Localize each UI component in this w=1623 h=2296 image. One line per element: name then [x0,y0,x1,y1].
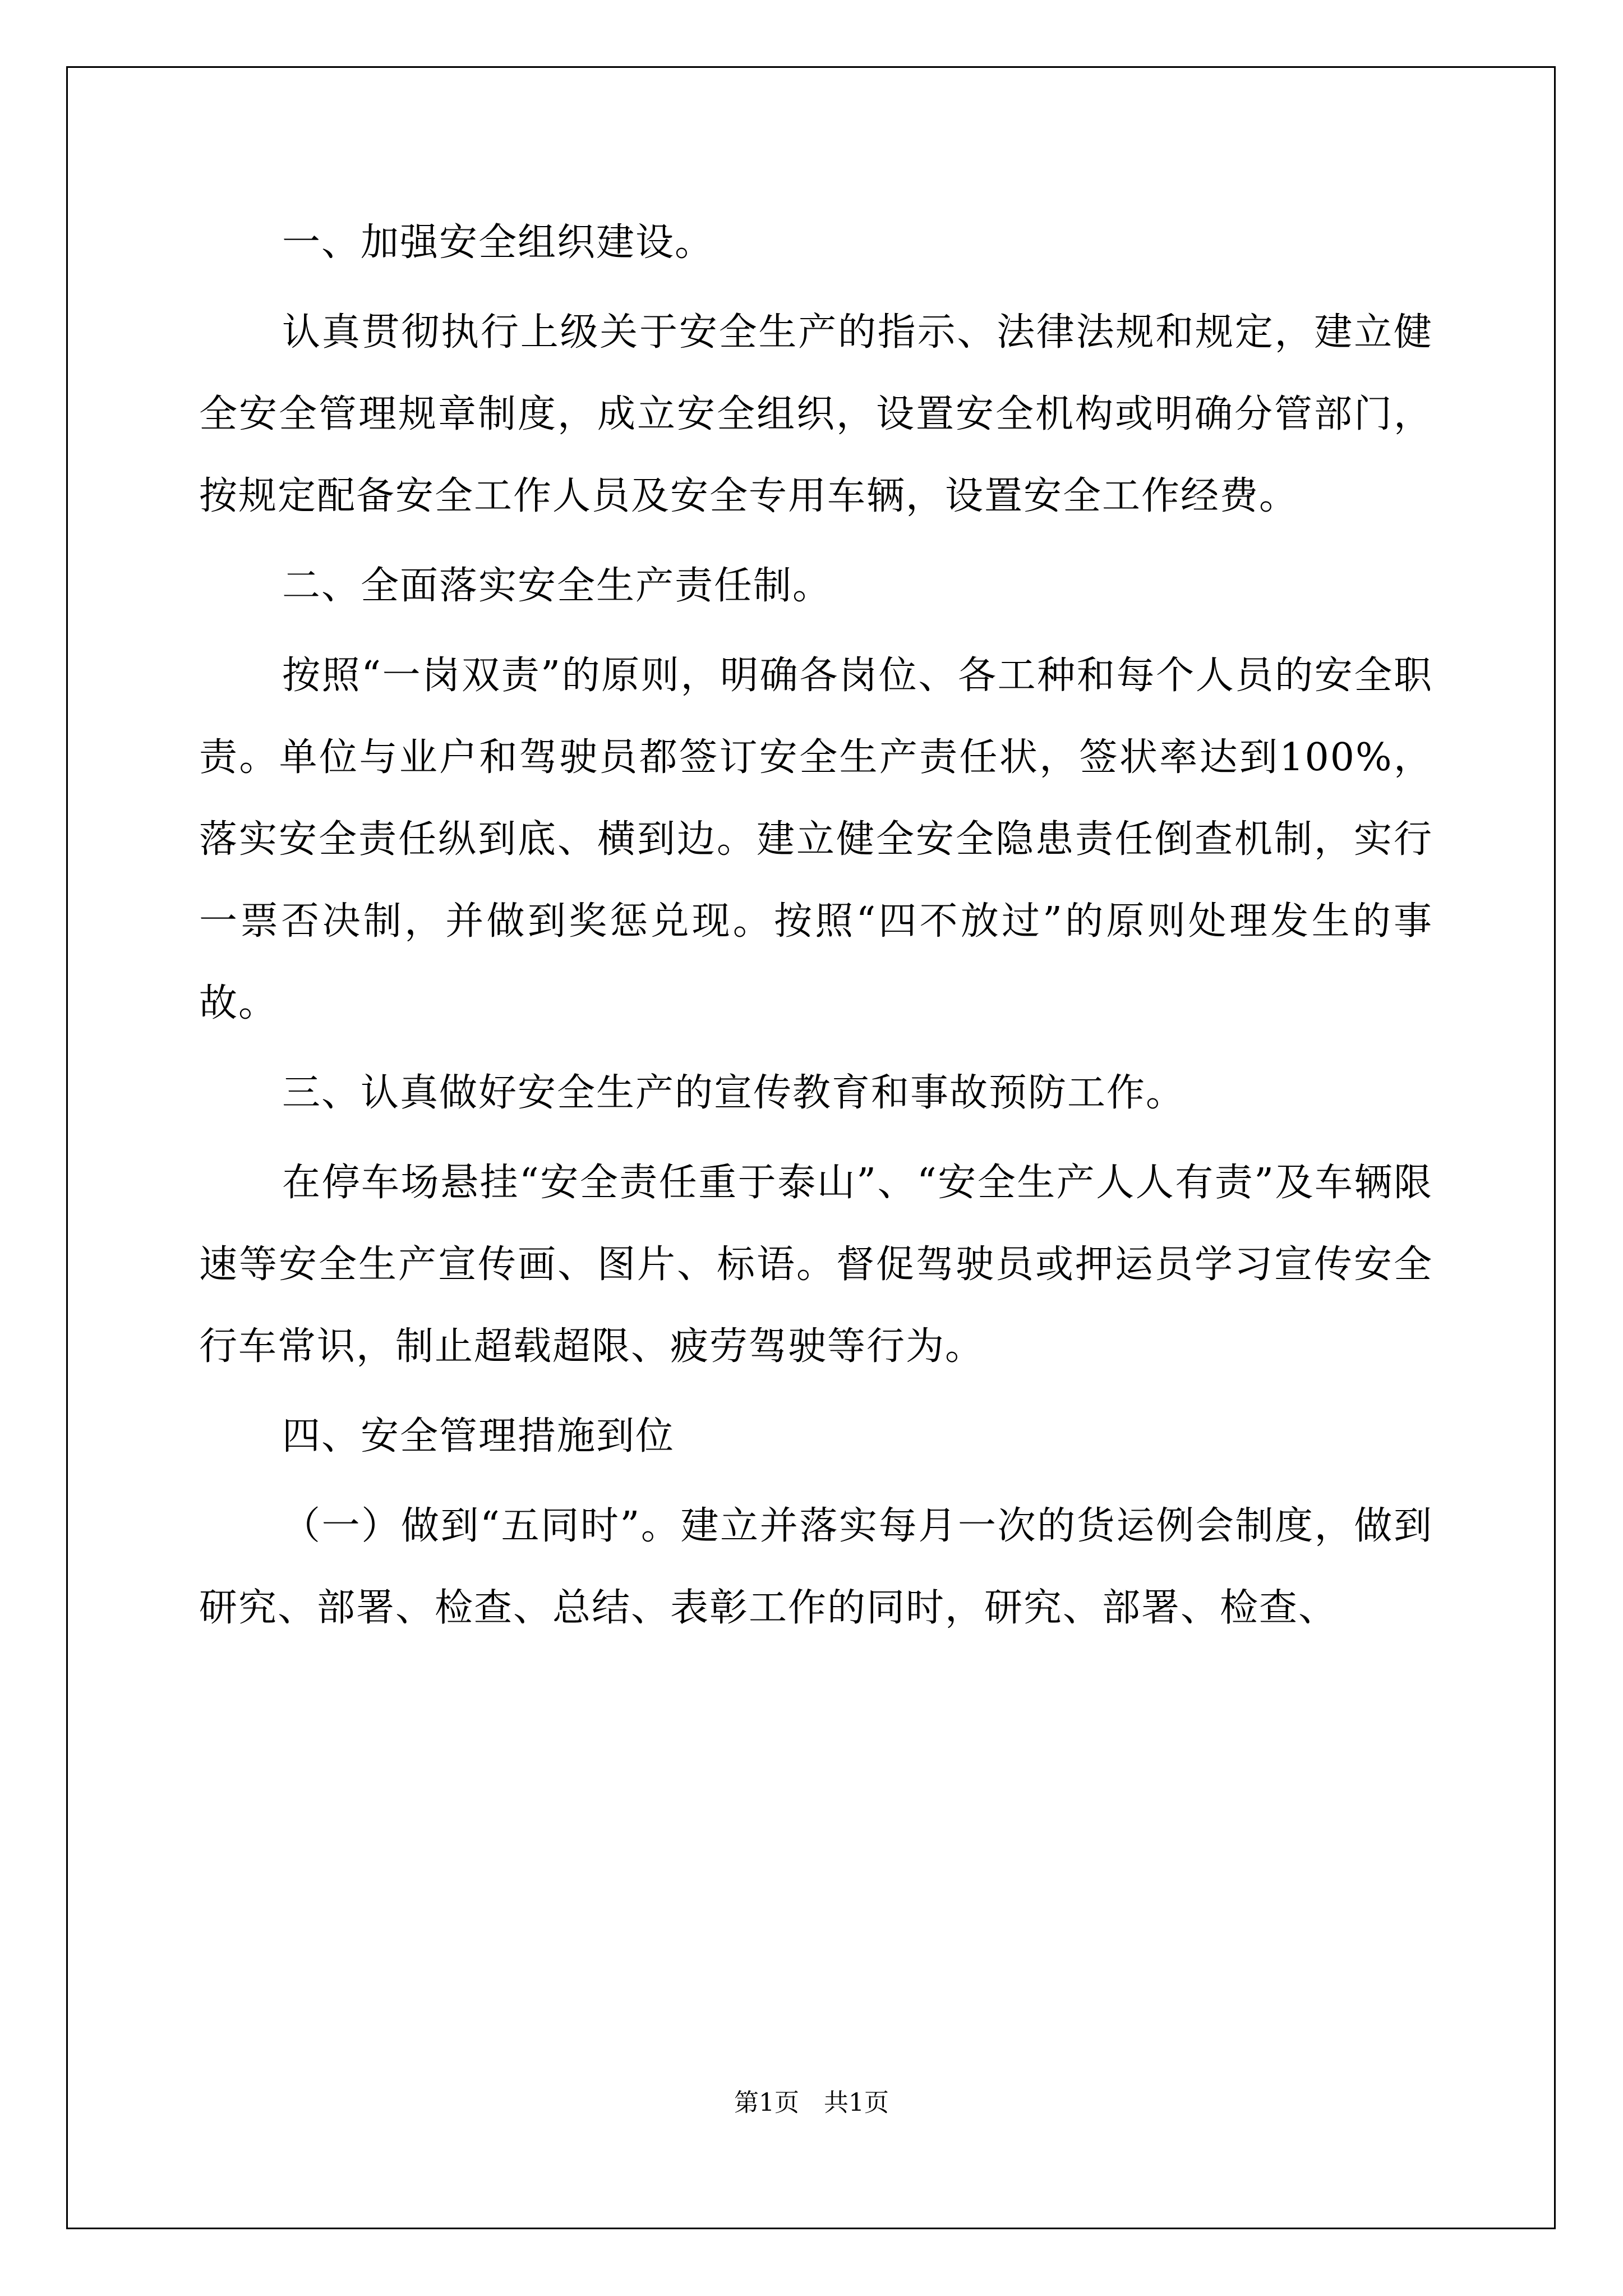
paragraph: 按照“一岗双责”的原则，明确各岗位、各工种和每个人员的安全职责。单位与业户和驾驶员都签订安全生产责任状，签状率达到100%，落实安全责任纵到底、横到边。建立健全安全隐患责任倒查机制，实行一票否决制，并做到奖惩兑现。按照“四不放过”的原则处理发生的事故。 [199,654,1433,1025]
section-heading-3: 三、认真做好安全生产的宣传教育和事故预防工作。 [282,1071,1186,1115]
section-heading-1: 一、加强安全组织建设。 [282,220,714,265]
document-body [199,202,1433,1657]
section-heading-2: 二、全面落实安全生产责任制。 [282,564,832,608]
paragraph: 认真贯彻执行上级关于安全生产的指示、法律法规和规定，建立健全安全管理规章制度，成立安全组织，设置安全机构或明确分管部门，按规定配备安全工作人员及安全专用车辆，设置安全工作经费。 [199,310,1433,518]
page-footer: 第1页 共1页 [734,2088,889,2117]
paragraph: （一）做到“五同时”。建立并落实每月一次的货运例会制度，做到研究、部署、检查、总结、表彰工作的同时，研究、部署、检查、 [199,1504,1433,1630]
paragraph: 在停车场悬挂“安全责任重于泰山”、“安全生产人人有责”及车辆限速等安全生产宣传画、图片、标语。督促驾驶员或押运员学习宣传安全行车常识，制止超载超限、疲劳驾驶等行为。 [199,1161,1433,1369]
section-heading-4: 四、安全管理措施到位 [282,1414,675,1458]
